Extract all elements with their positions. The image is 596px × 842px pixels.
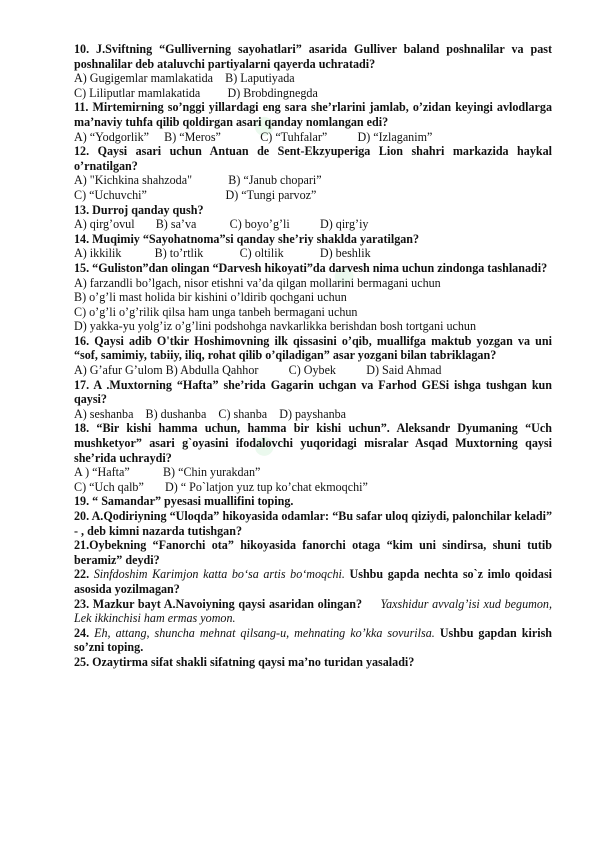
question-text: 17. A .Muxtorning “Hafta” she’rida Gagarin uchgan va Farhod GESi ishga tushgan kun qaysi? [74, 377, 552, 407]
options-line: A) G’afur G’ulom B) Abdulla Qahhor C) Oybek D) Said Ahmad [74, 363, 442, 378]
question-22 [74, 567, 552, 596]
options-line: A) ikkilik B) to’rtlik C) oltilik D) beshlik [74, 246, 371, 261]
question-text: 10. J.Sviftning “Gulliverning sayohatlari” asarida Gulliver baland poshnalilar va past poshnalilar deb ataluvchi partiyalarni qayerda uchratadi? [74, 42, 552, 71]
options-line: A) “Yodgorlik” B) “Meros” C) “Tuhfalar” D) “Izlaganim” [74, 129, 433, 144]
options-line: A ) “Hafta” B) “Chin yurakdan” [74, 465, 261, 480]
question-text: 15. “Guliston”dan olingan “Darvesh hikoyati”da darvesh nima uchun zindonga tashlanadi? [74, 260, 548, 275]
options-line: A) qirg’ovul B) sa’va C) boyo’g’li D) qirg’iy [74, 217, 369, 232]
options-line: A) Gugigemlar mamlakatida B) Laputiyada [74, 71, 295, 86]
question-10 [74, 42, 552, 100]
question-text: 11. Mirtemirning so’nggi yillardagi eng sara she’rlarini jamlab, o’zidan keyingi avlodlarga ma’naviy tuhfa qilib qoldirgan asari qanday nomlangan edi? [74, 100, 552, 129]
question-23 [74, 597, 552, 626]
question-13 [74, 203, 552, 232]
options-line: C) “Uch qalb” D) “ Po`latjon yuz tup ko’chat ekmoqchi” [74, 479, 368, 494]
options-line: C) Liliputlar mamlakatida D) Brobdingnegda [74, 85, 318, 100]
question-24 [74, 626, 552, 655]
options-line: C) “Uchuvchi” D) “Tungi parvoz” [74, 187, 317, 202]
question-14 [74, 232, 552, 261]
question-19: 19. “ Samandar” pyesasi muallifini toping. [74, 494, 294, 509]
options-line: B) o’g’li mast holida bir kishini o’ldirib qochgani uchun [74, 290, 347, 305]
watermark-shape: ● [238, 96, 288, 153]
question-text: 18. “Bir kishi hamma uchun, hamma bir kishi uchun”. Aleksandr Dyumaning “Uch mushketyor” asari g`oyasini ifodalovchi yuqoridagi misralar Asqad Muxtorning qaysi she’rida uchraydi? [74, 421, 552, 465]
question-25: 25. Ozaytirma sifat shakli sifatning qaysi ma’no turidan yasaladi? [74, 654, 415, 669]
question-text: 23. Mazkur bayt A.Navoiyning qaysi asaridan olingan? [74, 596, 363, 611]
question-15 [74, 261, 552, 334]
watermark-shape: ● [238, 416, 288, 473]
question-text: 14. Muqimiy “Sayohatnoma”si qanday she’riy shaklda yaratilgan? [74, 231, 420, 246]
question-21: 21.Oybekning “Fanorchi ota” hikoyasida fanorchi otaga “kim uni sindirsa, shuni tutib beramiz” deydi? [74, 538, 552, 567]
question-16 [74, 334, 552, 378]
options-line: C) o’g’li o’g’rilik qilsa ham unga tanbeh bermagani uchun [74, 304, 358, 319]
question-number: 24. [74, 625, 95, 640]
quoted-sentence: Eh, attang, shuncha mehnat qilsang-u, mehnating ko’kka sovurilsa. [94, 625, 435, 640]
quoted-sentence: Sinfdoshim Karimjon katta bo‘sa artis bo‘moqchi. [93, 567, 345, 582]
test-page [74, 42, 552, 670]
question-text: Ushbu gapdan kirish so’zni toping. [74, 625, 553, 655]
quoted-verse: Yaxshidur avvalg’isi xud begumon, Lek ikkinchisi ham ermas yomon. [74, 596, 552, 626]
question-text: 12. Qaysi asari uchun Antuan de Sent-Ekzyuperiga Lion shahri markazida haykal o’rnatilgan? [74, 144, 552, 173]
question-number: 22. [74, 567, 94, 582]
options-line: A) "Kichkina shahzoda" B) “Janub chopari” [74, 173, 322, 188]
options-line: A) seshanba B) dushanba C) shanba D) payshanba [74, 406, 347, 421]
question-11 [74, 100, 552, 144]
question-text: 13. Durroj qanday qush? [74, 202, 204, 217]
question-12 [74, 144, 552, 202]
question-17 [74, 378, 552, 422]
question-text: Ushbu gapda nechta so`z imlo qoidasi asosida yozilmagan? [74, 567, 553, 596]
question-text: 16. Qaysi adib O'tkir Hoshimovning ilk qissasini o’qib, muallifga maktub yozgan va uni “sof, samimiy, tabiiy, iliq, rohat qilib o’qiladigan” asar yozgani bilan tabriklagan? [74, 333, 552, 363]
options-line: D) yakka-yu yolg’iz o’g’lini podshohga navkarlikka berishdan bosh tortgani uchun [74, 319, 477, 334]
question-20: 20. A.Qodiriyning “Uloqda” hikoyasida odamlar: “Bu safar uloq qiziydi, palonchilar keladi” - , deb kimni nazarda tutishgan? [74, 509, 552, 538]
question-18 [74, 421, 552, 494]
options-line: A) farzandli bo’lgach, nisor etishni va’da qilgan mollarini bermagani uchun [74, 275, 441, 290]
watermark-shape: ● [318, 246, 368, 303]
